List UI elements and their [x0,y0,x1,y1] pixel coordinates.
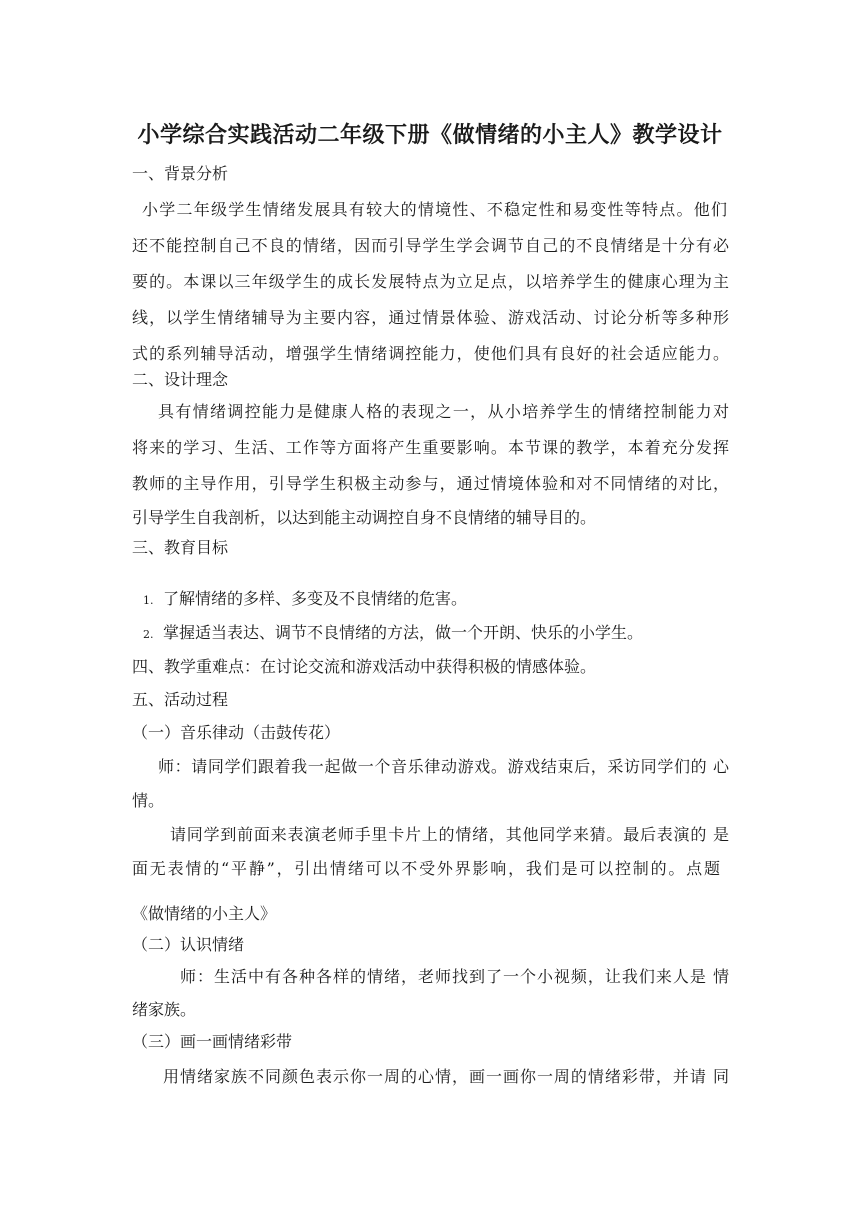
paragraph-line: 要的。本课以三年级学生的成长发展特点为立足点，以培养学生的健康心理为主 [132,272,729,291]
section-heading-design-concept: 二、设计理念 [132,370,229,389]
list-text: 了解情绪的多样、多变及不良情绪的危害。 [163,589,468,608]
paragraph-line: 小学二年级学生情绪发展具有较大的情境性、不稳定性和易变性等特点。他们 [142,200,727,219]
section-heading-key-points: 四、教学重难点：在讨论交流和游戏活动中获得积极的情感体验。 [132,657,597,676]
subsection-heading: （一）音乐律动（击鼓传花） [132,723,341,742]
paragraph-line: 请同学到前面来表演老师手里卡片上的情绪，其他同学来猜。最后表演的 是 [170,825,729,844]
section-heading-background: 一、背景分析 [132,164,229,183]
list-number: 2. [143,628,154,641]
paragraph-line: 师：生活中有各种各样的情绪，老师找到了一个小视频，让我们来人是 情 [180,967,729,986]
paragraph-line: 绪家族。 [132,1000,197,1019]
list-number: 1. [143,594,154,607]
paragraph-line: 式的系列辅导活动，增强学生情绪调控能力，使他们具有良好的社会适应能力。 [132,344,729,363]
paragraph-line: 将来的学习、生活、工作等方面将产生重要影响。本节课的教学，本着充分发挥 [132,438,729,457]
paragraph-line: 师：请同学们跟着我一起做一个音乐律动游戏。游戏结束后，采访同学们的 心 [158,757,729,776]
paragraph-line: 《做情绪的小主人》 [132,904,277,923]
list-item [143,589,467,611]
paragraph-line: 面无表情的“平静”，引出情绪可以不受外界影响，我们是可以控制的。点题 [132,859,720,878]
paragraph-line: 情。 [132,791,165,810]
section-heading-goals: 三、教育目标 [132,538,229,557]
paragraph-line: 线，以学生情绪辅导为主要内容，通过情景体验、游戏活动、讨论分析等多种形 [132,308,729,327]
section-heading-process: 五、活动过程 [132,690,229,709]
document-title: 小学综合实践活动二年级下册《做情绪的小主人》教学设计 [137,122,723,148]
paragraph-line: 具有情绪调控能力是健康人格的表现之一，从小培养学生的情绪控制能力对 [158,402,729,421]
list-item [143,623,643,645]
list-text: 掌握适当表达、调节不良情绪的方法，做一个开朗、快乐的小学生。 [163,623,644,642]
paragraph-line: 还不能控制自己不良的情绪，因而引导学生学会调节自己的不良情绪是十分有必 [132,236,729,255]
paragraph-line: 引导学生自我剖析，以达到能主动调控自身不良情绪的辅导目的。 [132,508,597,527]
paragraph-line: 教师的主导作用，引导学生积极主动参与，通过情境体验和对不同情绪的对比， [132,474,729,493]
subsection-heading: （三）画一画情绪彩带 [132,1032,293,1051]
subsection-heading: （二）认识情绪 [132,935,245,954]
paragraph-line: 用情绪家族不同颜色表示你一周的心情，画一画你一周的情绪彩带，并请 同 [163,1067,729,1086]
